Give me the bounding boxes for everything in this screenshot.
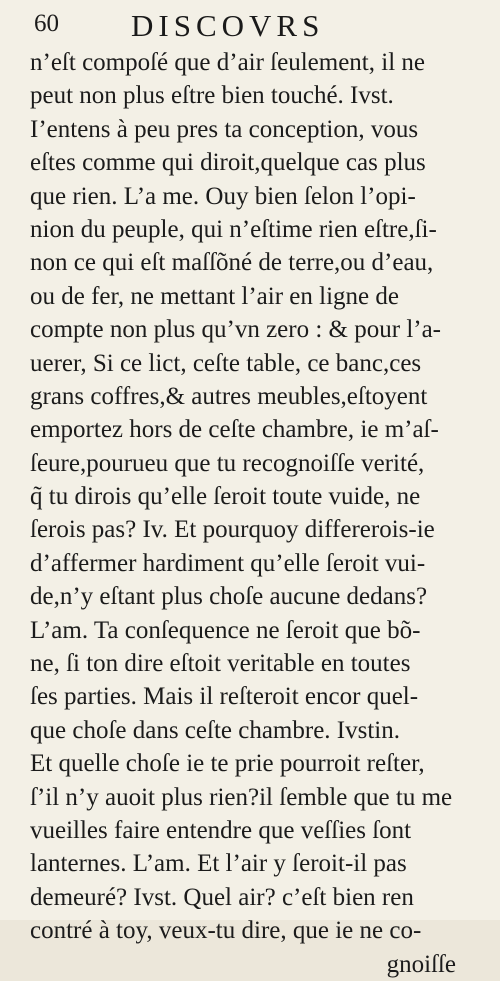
catchword: gnoiſſe: [386, 950, 456, 978]
text-line: ſerois pas? Iv. Et pourquoy differerois-ie: [30, 516, 435, 544]
text-line: ſeure,pourueu que tu recognoiſſe verité,: [30, 449, 425, 477]
text-line: n’eſt compoſé que d’air ſeulement, il ne: [30, 49, 425, 76]
text-line: d’affermer hardiment qu’elle ſeroit vui-: [30, 549, 426, 577]
text-line: que choſe dans ceſte chambre. Ivstin.: [30, 716, 400, 744]
text-line: Et quelle choſe ie te prie pourroit reſter,: [30, 750, 425, 778]
text-line: ou de fer, ne mettant l’air en ligne de: [30, 282, 399, 310]
text-line: eſtes comme qui diroit,quelque cas plus: [30, 149, 426, 177]
text-line: ſes parties. Mais il reſteroit encor quel-: [30, 683, 419, 711]
text-line: vueilles faire entendre que veſſies ſont: [30, 816, 412, 844]
text-line: I’entens à peu pres ta conception, vous: [30, 115, 419, 143]
text-line: L’am. Ta conſequence ne ſeroit que bõ-: [30, 616, 421, 644]
text-line: contré à toy, veux-tu dire, que ie ne co-: [30, 917, 422, 945]
text-line: compte non plus qu’vn zero : & pour l’a-: [30, 316, 442, 344]
text-line: q̃ tu dirois qu’elle ſeroit toute vuide, ne: [30, 483, 421, 511]
text-line: de,n’y eſtant plus choſe aucune dedans?: [30, 583, 428, 611]
text-line: demeuré? Ivst. Quel air? c’eſt bien ren: [30, 883, 414, 911]
text-line: non ce qui eſt maſſõné de terre,ou d’eau,: [30, 249, 434, 277]
text-line: uerer, Si ce lict, ceſte table, ce banc,ces: [30, 349, 422, 377]
text-line: ne, ſi ton dire eſtoit veritable en toutes: [30, 650, 411, 678]
page-number: 60: [34, 10, 59, 37]
text-line: emportez hors de ceſte chambre, ie m’aſ-: [30, 416, 439, 444]
text-line: que rien. L’a me. Ouy bien ſelon l’opi-: [30, 182, 416, 210]
text-line: nion du peuple, qui n’eſtime rien eſtre,ſi-: [30, 215, 437, 243]
page-header: [0, 8, 500, 48]
body-text: [30, 46, 498, 981]
text-line: ſ’il n’y auoit plus rien?il ſemble que tu me: [30, 783, 453, 811]
text-line: grans coffres,& autres meubles,eſtoyent: [30, 382, 428, 410]
text-line: lanternes. L’am. Et l’air y ſeroit-il pas: [30, 850, 407, 878]
text-line: peut non plus eſtre bien touché. Ivst.: [30, 82, 394, 110]
running-head: DISCOVRS: [131, 8, 325, 43]
